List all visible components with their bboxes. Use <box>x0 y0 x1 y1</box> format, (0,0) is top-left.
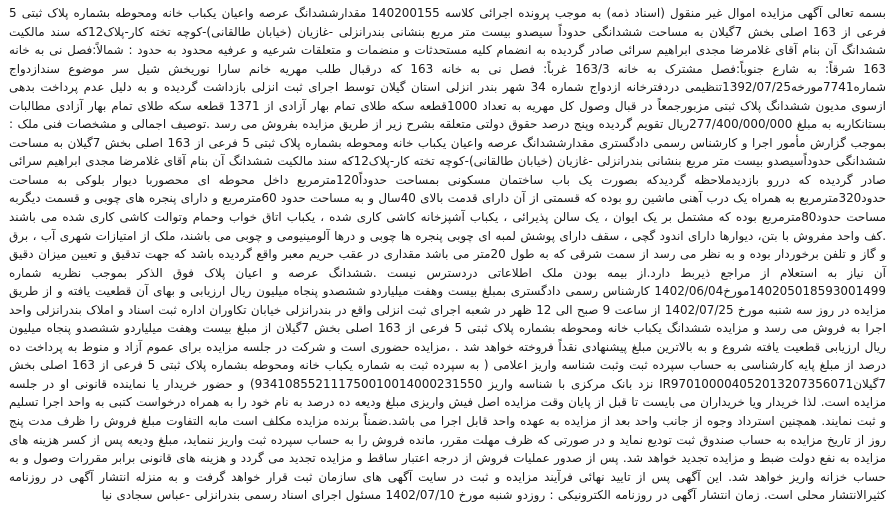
auction-notice-body: بسمه تعالی آگهی مزایده اموال غیر منقول (اسناد ذمه) به موجب پرونده اجرائی کلاسه 140200155 مقدارششدانگ عرصه واعیان یکباب خانه ومحوطه بشماره پلاک ثبتی 5 فرعی از 163 اصلی بخش 7گیلان به مساحت ششدانگی حدوداً سیصدو بیست متر مربع بنشانی بندرانزلی -غازیان (خیابان طالقانی)-کوچه تخته کار-پلاک12که سند مالکیت ششدانگ آن بنام آقای غلامرضا مجدی ابراهیم سرائی صادر گردیده به انضمام کلیه مستحدثات و منضمات و متعلقات شرعیه و عرفیه محدود به حدود : شمالاً:فصل نی به خانه 163 شرقاً: به شارع جنوباً:فصل مشترک به خانه 163/3 غرباً: فصل نی به خانه 163 که درقبال طلب مهریه خانم سارا نوریخش شیل سر موضوع سندازدواج شماره7741مورخه1392/07/25تنظیمی دردفترخانه ازدواج شماره 34 شهر بندر انزلی استان گیلان توسط اجرای ثبت انزلی بازداشت گردیده و به دلیل عدم پرداخت بدهی ازسوی مدیون ششدانگ پلاک ثبتی مزبورجمعاً در قبال وصول کل مهریه به تعداد 1000قطعه سکه طلای تمام بهار آزادی از 1371 قطعه سکه طلای تمام بهار آزادی مطالبات بستانکاربه به مبلغ 277/400/000/000ریال تقویم گردیده وپنج درصد حقوق دولتی متعلقه بشرح زیر از طریق مزایده بفروش می رسد .توصیف اجمالی و مشخصات فنی ملک : بموجب گزارش مأمور اجرا و کارشناس رسمی دادگستری مقدارششدانگ عرصه واعیان یکباب خانه ومحوطه بشماره پلاک ثبتی 5 فرعی از 163 اصلی بخش 7گیلان به مساحت ششدانگی حدوداًسیصدو بیست متر مربع بنشانی بندرانزلی -غازیان (خیابان طالقانی)-کوچه تخته کار-پلاک12که سند مالکیت ششدانگ آن بنام آقای غلامرضا مجدی ابراهیم سرائی صادر گردیده که دررو بازدیدملاحظه گردیدکه بصورت یک باب ساختمان مسکونی بمساحت حدوداً120مترمربع داخل محوطه ای محصوربا دیوار بلوکی به مساحت حدود320مترمربع به همراه یک درب آهنی ماشین رو بوده که قسمتی از آن دارای قدمت بالای 40سال و به مساحت حدود 60مترمربع و دارای پنجره های چوبی و قسمت دیگربه مساحت حدود80مترمربع بوده که مشتمل بر یک ایوان ، یک سالن پذیرائی ، یکباب آشپزخانه کاشی کاری شده ، یکباب اتاق خواب وحمام وتوالت کاشی کاری شده می باشند .کف واحد مفروش با بتن، دیوارها دارای اندود گچی ، سقف دارای پوشش لمبه ای چوبی پنجره ها چوبی و درها آلومینیومی و چوبی می باشند، ملک از امتیازات شهری آب ، برق و گاز و تلفن برخوردار بوده و به نظر می رسد از سمت شرقی که به طول 20متر می باشد مقداری در عقب حریم معبر واقع گردیده باشد که جهت تدقیق و تعیین میزان دقیق آن نیاز به استعلام از مراجع ذیربط دارد.از بیمه بودن ملک اطلاعاتی دردسترس نیست .ششدانگ عرصه و اعیان پلاک فوق الذکر بموجب نظریه شماره 140205018593001499مورخ1402/06/04 کارشناس رسمی دادگستری بمبلغ بیست وهفت میلیاردو ششصدو پنجاه میلیون ریال ارزیابی و بهای آن قطعیت یافته و از طریق مزایده در روز سه شنبه مورخ 1402/07/25 از ساعت 9 صبح الی 12 ظهر در شعبه اجرای ثبت انزلی واقع در بندرانزلی خیابان تکاوران اداره ثبت اسناد و املاک بندرانزلی واحد اجرا به فروش می رسد و مزایده ششدانگ یکباب خانه ومحوطه بشماره پلاک ثبتی 5 فرعی از 163 اصلی بخش 7گیلان از مبلغ بیست وهفت میلیاردو ششصدو پنجاه میلیون ریال ارزیابی قطعیت یافته شروع و به بالاترین مبلغ پیشنهادی نقداً فروخته خواهد شد . ،مزایده حضوری است و شرکت در جلسه مزایده برای عموم آزاد و منوط به پرداخت ده درصد از مبلغ پایه کارشناسی به حساب سپرده ثبت وثبت شناسه واریز اعلامی ( به سپرده ثبت به شماره یکباب خانه ومحوطه بشماره پلاک ثبتی 5 فرعی از 163 اصلی بخش 7گیلانIR970100004052013207356071 نزد بانک مرکزی با شناسه واریز 934108552111750010014000231550) و حضور خریدار یا نماینده قانونی او در جلسه مزایده است. لذا خریدار ویا خریداران می بایست تا قبل از پایان وقت مزایده اصل فیش واریزی مبلغ ودیعه ده درصد به نام خود را به همراه درخواست کتبی به واحد اجرا تسلیم و ثبت نمایند. همچنین استرداد وجوه از جانب واحد بعد از مزایده به عهده واحد قابل اجرا می باشد.ضمناً برنده مزایده مکلف است مابه التفاوت مبلغ فروش را ظرف مدت پنج روز از تاریخ مزایده به حساب صندوق ثبت تودیع نماید و در صورتی که ظرف مهلت مقرر، مانده فروش را به حساب سپرده ثبت واریز ننماید، مبلغ ودیعه پس از کسر هزینه های مزایده به نفع دولت ضبط و مزایده تجدید خواهد شد. پس از صدور عملیات فروش از درجه اعتبار ساقط و مزایده تجدید می گردد و هزینه های قانونی برابر مقررات وصول و به حساب خزانه واریز خواهد شد. این آگهی پس از تایید نهائی فرآیند مزایده و ثبت در سایت آگهی های سازمان ثبت قرار خواهد گرفت و به منزله انتشار آگهی در روزنامه کثیرالانتشار محلی است. زمان انتشار آگهی در روزنامه الکترونیکی : روزدو شنبه مورخ 1402/07/10 مسئول اجرای اسناد رسمی بندرانزلی -عباس سجادی نیا <box>9 6 887 503</box>
